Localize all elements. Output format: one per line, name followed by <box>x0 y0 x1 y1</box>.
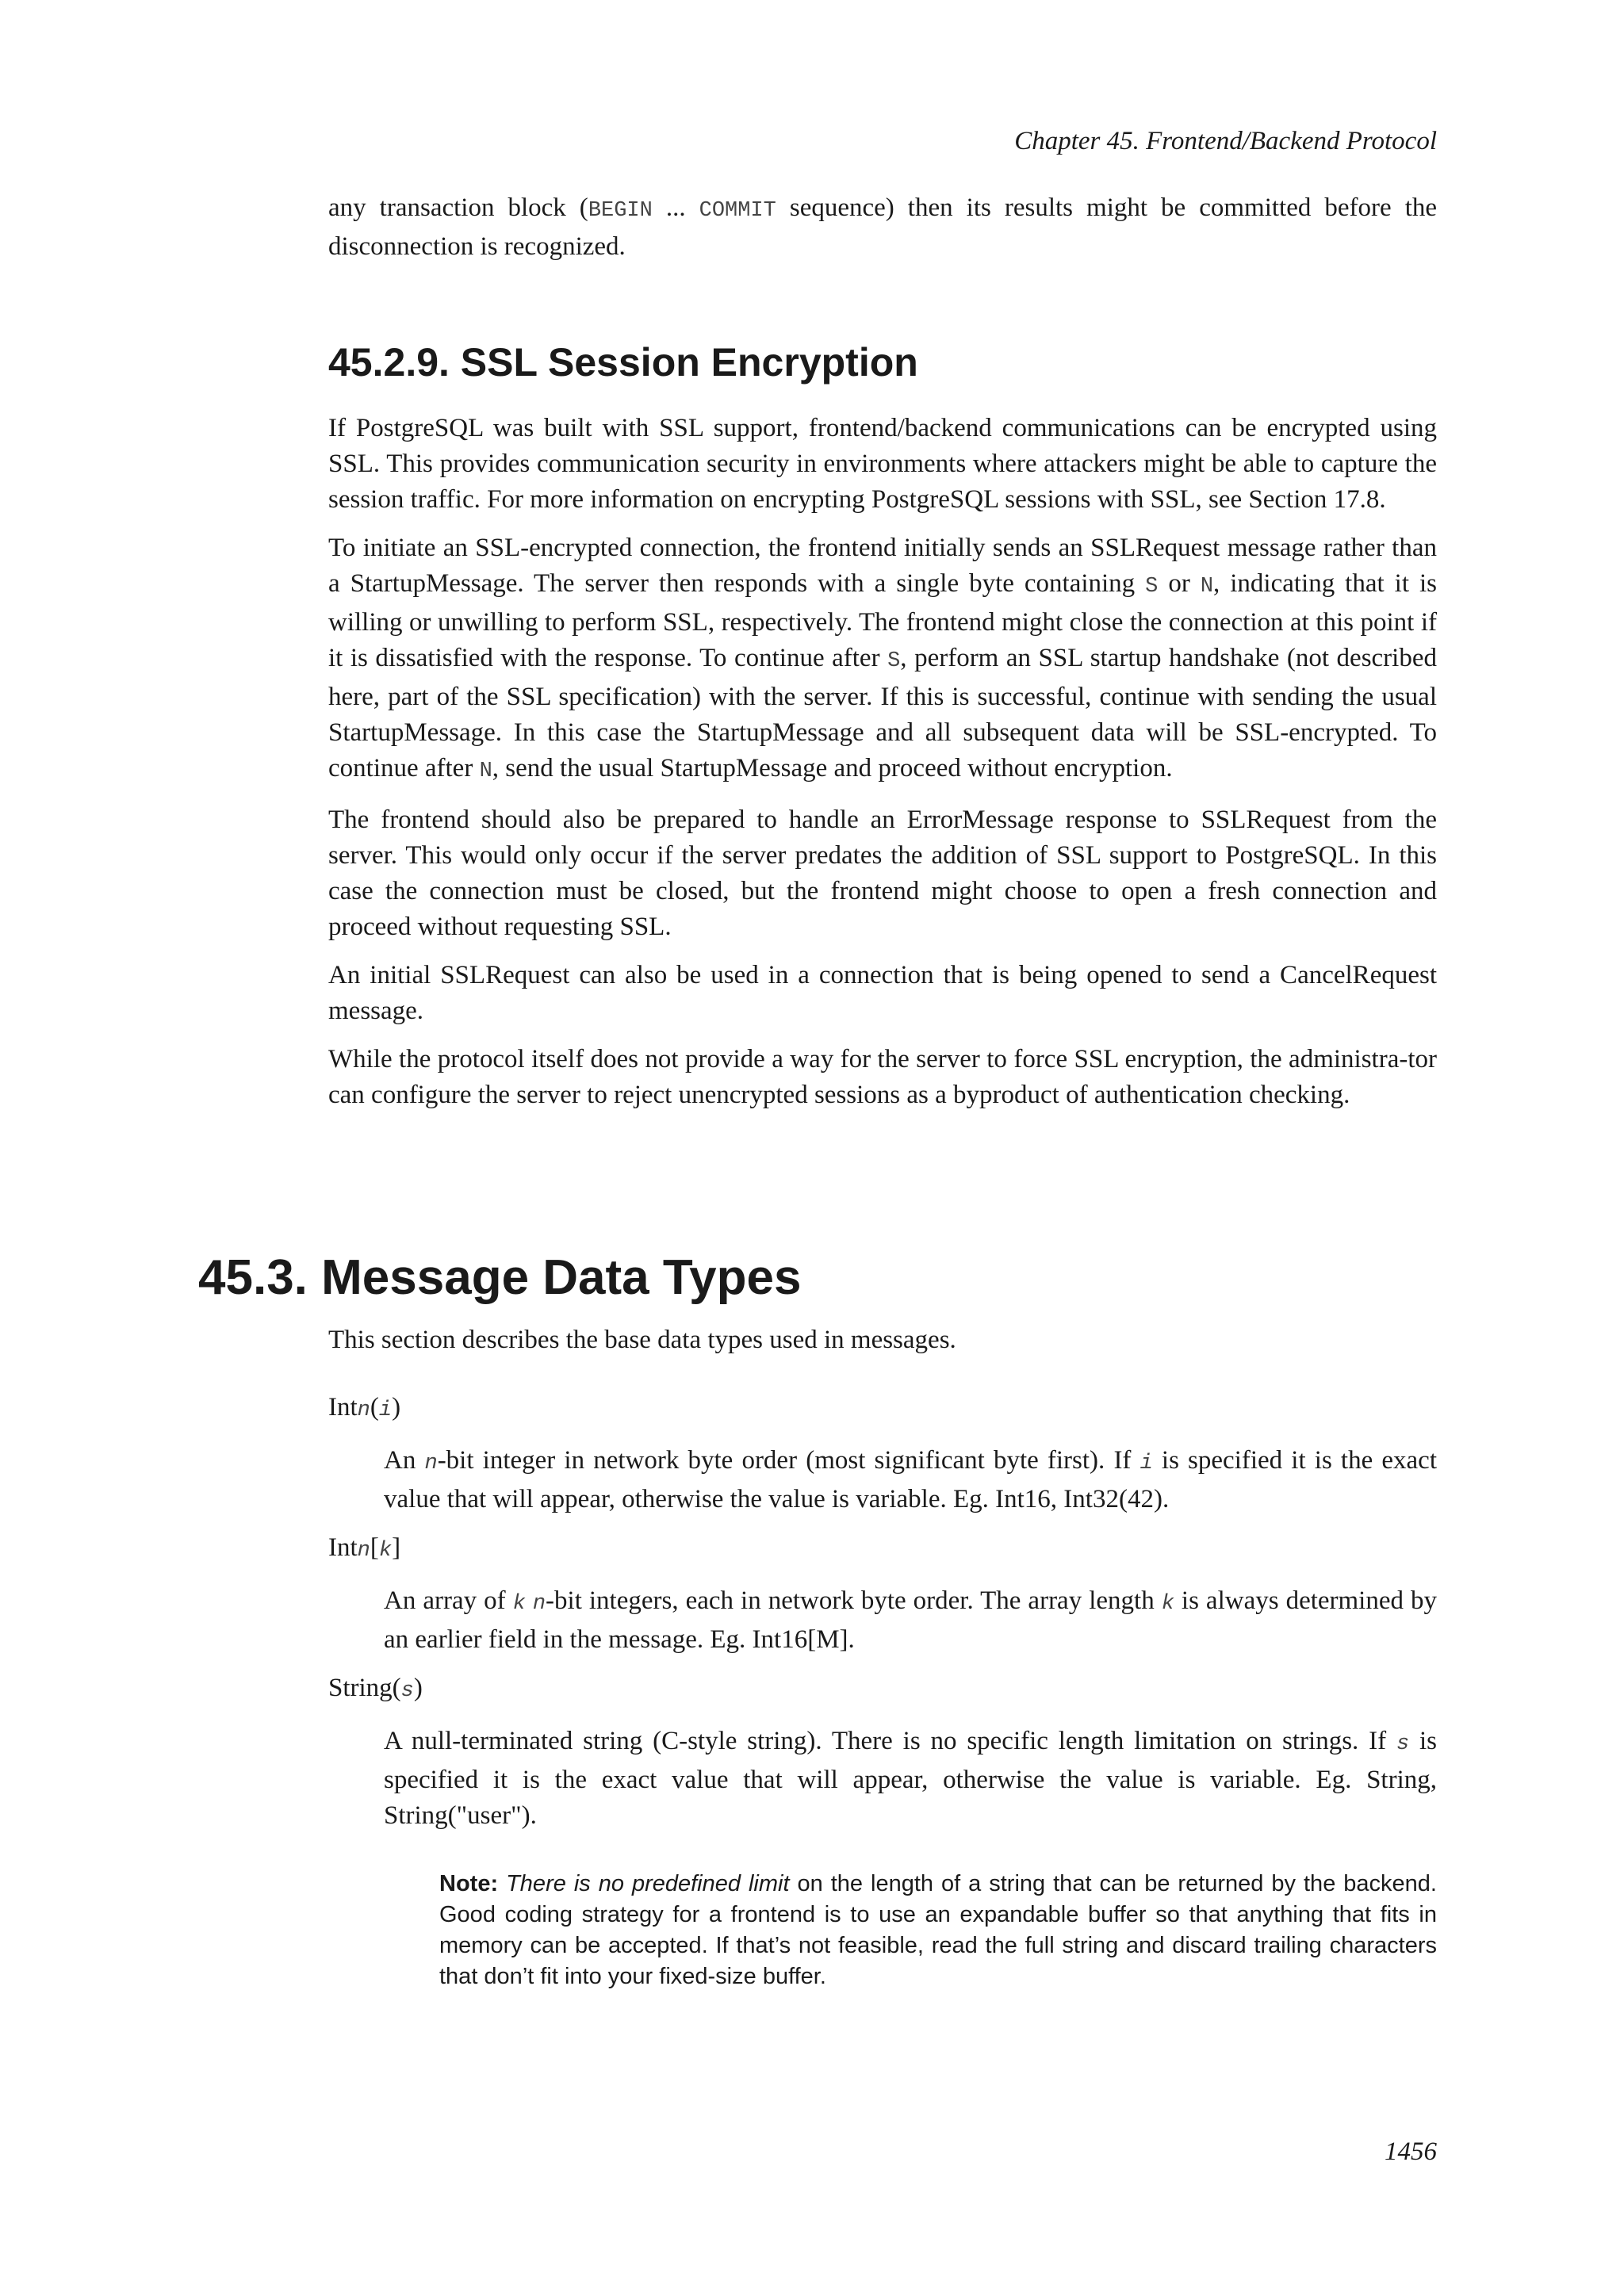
ssl-paragraph-5: While the protocol itself does not provide a way for the server to force SSL encryption, the administra-tor can configure the server to reject unencrypted sessions as a byproduct of authentication checking. <box>328 1045 1437 1109</box>
term-intn-i: Intn(i) <box>328 1393 401 1422</box>
page-number: 1456 <box>1385 2137 1437 2166</box>
code-commit: COMMIT <box>699 199 776 223</box>
intro-block <box>328 190 1437 277</box>
ssl-paragraph-4: An initial SSLRequest can also be used in a connection that is being opened to send a CancelRequest message. <box>328 961 1437 1025</box>
intro-paragraph: any transaction block (BEGIN ... COMMIT sequence) then its results might be committed before the disconnection is recognized. <box>328 193 1438 261</box>
ssl-paragraph-2: To initiate an SSL-encrypted connection, the frontend initially sends an SSLRequest message rather than a StartupMessage. The server then responds with a single byte containing S or N, indicating that it is willing or unwilling to perform SSL, respectively. The frontend might close the connection at this point if it is dissatisfied with the response. To continue after S, perform an SSL startup handshake (not described here, part of the SSL specification) with the server. If this is successful, continue with sending the usual StartupMessage. In this case the StartupMessage and all subsequent data will be SSL-encrypted. To continue after N, send the usual StartupMessage and proceed without encryption. <box>328 534 1437 783</box>
section-heading-data-types: 45.3. Message Data Types <box>198 1250 802 1305</box>
running-header: Chapter 45. Frontend/Backend Protocol <box>1014 127 1437 155</box>
data-types-list <box>328 1390 1437 1834</box>
note-box: Note: There is no predefined limit on the length of a string that can be returned by the backend. Good coding strategy for a frontend is to use an expandable buffer so that anything that fits in memory can be accepted. If that’s not feasible, read the full string and discard trailing characters that don’t fit into your fixed-size buffer. <box>439 1871 1437 1989</box>
ssl-paragraph-1: If PostgreSQL was built with SSL support, frontend/backend communications can be encrypted using SSL. This provides communication security in environments where attackers might be able to capture the session traffic. For more information on encrypting PostgreSQL sessions with SSL, see Section 17.8. <box>328 414 1437 514</box>
ssl-section-body <box>328 411 1437 1126</box>
desc-string-s: A null-terminated string (C-style string). There is no specific length limitation on strings. If s is specified it is the exact value that will appear, otherwise the value is variable. Eg. String, String("user"). <box>384 1727 1437 1830</box>
desc-intn-i: An n-bit integer in network byte order (most significant byte first). If i is specified it is the exact value that will appear, otherwise the value is variable. Eg. Int16, Int32(42). <box>384 1446 1437 1513</box>
term-intn-k: Intn[k] <box>328 1533 401 1563</box>
code-begin: BEGIN <box>588 199 653 223</box>
ssl-paragraph-3: The frontend should also be prepared to handle an ErrorMessage response to SSLRequest from the server. This would only occur if the server predates the addition of SSL support to PostgreSQL. In this case the connection must be closed, but the frontend might choose to open a fresh connection and proceed without requesting SSL. <box>328 806 1437 941</box>
desc-intn-k: An array of k n-bit integers, each in network byte order. The array length k is always determined by an earlier field in the message. Eg. Int16[M]. <box>384 1586 1438 1654</box>
note-label: Note: <box>439 1871 499 1896</box>
data-types-intro: This section describes the base data types used in messages. <box>328 1326 956 1354</box>
note-emphasis: There is no predefined limit <box>506 1871 790 1896</box>
term-string-s: String(s) <box>328 1674 423 1703</box>
section-heading-ssl: 45.2.9. SSL Session Encryption <box>328 340 918 385</box>
data-types-section-body <box>328 1322 1437 1992</box>
